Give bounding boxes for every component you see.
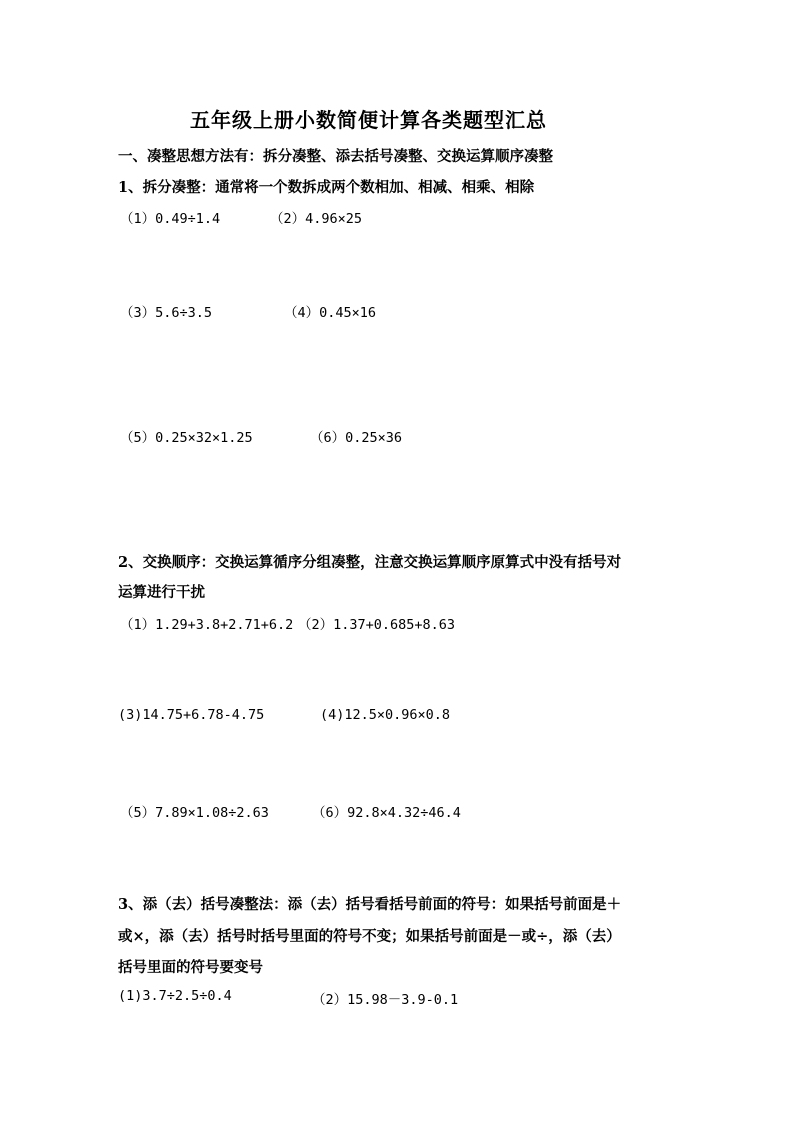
problem-2-6: （6）92.8×4.32÷46.4 (312, 805, 461, 821)
problem-2-5: （5）7.89×1.08÷2.63 (120, 805, 269, 821)
problem-3-1: (1)3.7÷2.5÷0.4 (118, 988, 232, 1004)
part2-heading-line2: 运算进行干扰 (118, 584, 205, 601)
section-heading: 一、凑整思想方法有：拆分凑整、添去括号凑整、交换运算顺序凑整 (118, 148, 553, 165)
part2-heading-line1: 2、交换顺序：交换运算循序分组凑整，注意交换运算顺序原算式中没有括号对 (118, 554, 622, 571)
problem-2-4: (4)12.5×0.96×0.8 (320, 707, 451, 723)
part3-heading-line2: 或×，添（去）括号时括号里面的符号不变；如果括号前面是－或÷，添（去） (118, 928, 621, 945)
problem-1-1: （1）0.49÷1.4 (120, 211, 221, 227)
problem-1-4: （4）0.45×16 (284, 305, 377, 321)
part3-heading-line1: 3、添（去）括号凑整法：添（去）括号看括号前面的符号：如果括号前面是＋ (118, 896, 622, 913)
problem-3-2: （2）15.98－3.9-0.1 (312, 992, 459, 1008)
problem-1-5: （5）0.25×32×1.25 (120, 430, 253, 446)
part1-heading: 1、拆分凑整：通常将一个数拆成两个数相加、相减、相乘、相除 (118, 179, 535, 196)
page-title: 五年级上册小数简便计算各类题型汇总 (190, 108, 547, 132)
problem-1-2: （2）4.96×25 (270, 211, 363, 227)
problem-2-1: （1）1.29+3.8+2.71+6.2 (120, 617, 294, 633)
problem-1-3: （3）5.6÷3.5 (120, 305, 213, 321)
part3-heading-line3: 括号里面的符号要变号 (118, 959, 263, 976)
problem-1-6: （6）0.25×36 (310, 430, 403, 446)
problem-2-2: （2）1.37+0.685+8.63 (298, 617, 456, 633)
problem-2-3: (3)14.75+6.78-4.75 (118, 707, 265, 723)
